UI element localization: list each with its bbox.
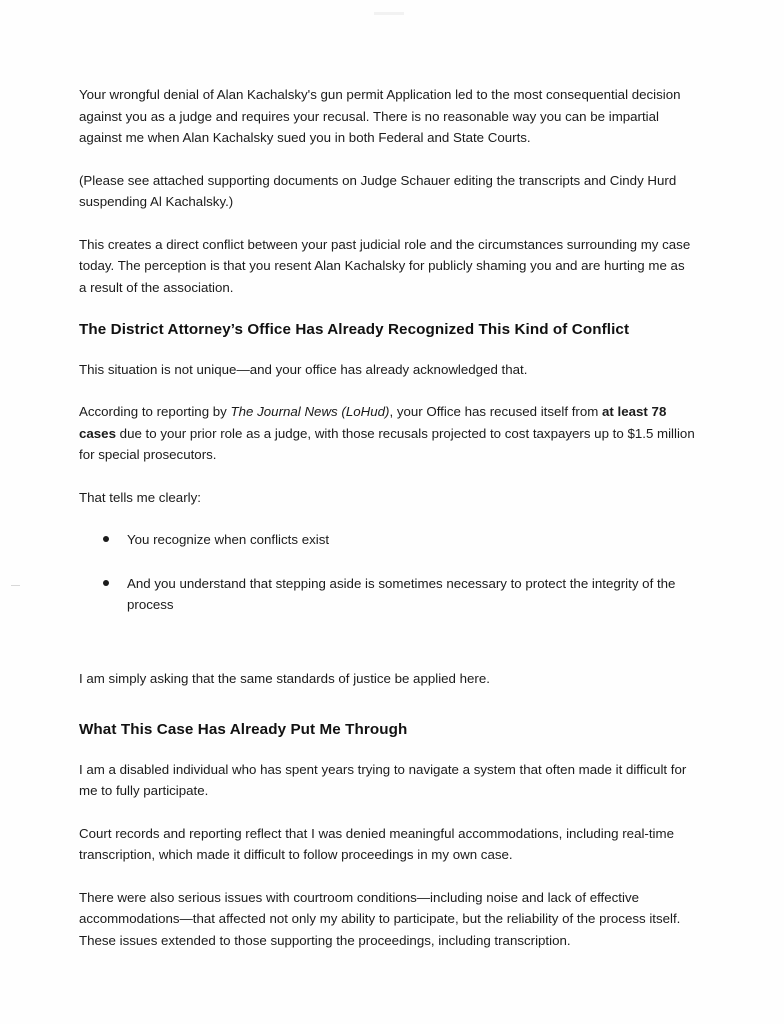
scan-artifact-top bbox=[374, 12, 404, 15]
run-bold-case-count: at least 78 cases bbox=[79, 404, 667, 441]
list-item bbox=[79, 529, 687, 551]
run-text: According to reporting by bbox=[79, 404, 231, 420]
list-item-label: You recognize when conflicts exist bbox=[127, 532, 330, 548]
scan-artifact-left-margin bbox=[11, 585, 20, 586]
paragraph-recusal-demand: Your wrongful denial of Alan Kachalsky's gun permit Application led to the most consequential decision against you as a judge and requires your recusal. There is no reasonable way you can be impartial against me when Alan Kachalsky sued you in both Federal and State Courts. bbox=[79, 87, 681, 146]
paragraph-disabled-individual: I am a disabled individual who has spent years trying to navigate a system that often made it difficult for me to fully participate. bbox=[79, 761, 687, 799]
list-item-label: And you understand that stepping aside is sometimes necessary to protect the integrity of the process bbox=[127, 575, 676, 613]
list-conflict-acknowledgements bbox=[79, 529, 695, 616]
paragraph-that-tells-me: That tells me clearly: bbox=[79, 489, 201, 505]
paragraph-journal-news-recusals bbox=[79, 401, 695, 466]
run-text: , your Office has recused itself from bbox=[389, 404, 603, 420]
list-item bbox=[79, 573, 687, 616]
spacer-after-list bbox=[79, 638, 695, 668]
paragraph-same-standards: I am simply asking that the same standards of justice be applied here. bbox=[79, 670, 490, 686]
heading-what-case-put-me-through: What This Case Has Already Put Me Through bbox=[79, 721, 408, 739]
paragraph-courtroom-conditions: There were also serious issues with courtroom conditions—including noise and lack of effective accommodations—that affected not only my ability to participate, but the reliability of the process itself. These issues extended to those supporting the proceedings, including transcription. bbox=[79, 889, 681, 948]
bullet-dot-icon bbox=[103, 536, 109, 542]
bullet-dot-icon bbox=[103, 580, 109, 586]
paragraph-direct-conflict: This creates a direct conflict between your past judicial role and the circumstances surrounding my case today. The perception is that you resent Alan Kachalsky for publicly shaming you and are hurting me as a result of the association. bbox=[79, 236, 691, 295]
paragraph-attached-documents: (Please see attached supporting documents on Judge Schauer editing the transcripts and Cindy Hurd suspending Al Kachalsky.) bbox=[79, 172, 677, 210]
heading-da-office-conflict: The District Attorney’s Office Has Already Recognized This Kind of Conflict bbox=[79, 321, 630, 339]
run-text: due to your prior role as a judge, with those recusals projected to cost taxpayers up to $1.5 million for special prosecutors. bbox=[79, 425, 695, 463]
paragraph-situation-not-unique: This situation is not unique—and your office has already acknowledged that. bbox=[79, 361, 528, 377]
document-body bbox=[79, 84, 695, 972]
paragraph-denied-accommodations: Court records and reporting reflect that I was denied meaningful accommodations, including real-time transcription, which made it difficult to follow proceedings in my own case. bbox=[79, 825, 674, 863]
run-italic-publication: The Journal News (LoHud) bbox=[230, 404, 390, 420]
